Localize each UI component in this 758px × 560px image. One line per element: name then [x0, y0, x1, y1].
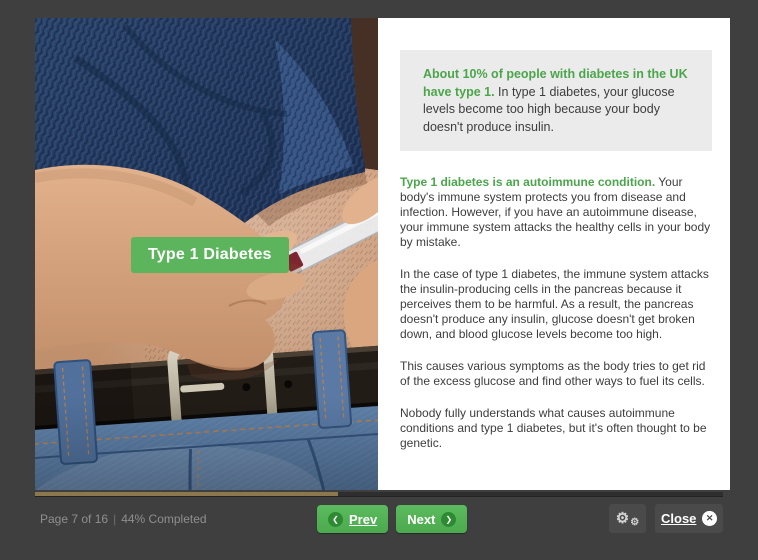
- chevron-right-circle-icon: ❯: [441, 512, 456, 527]
- paragraph-2: [400, 267, 712, 342]
- slide-photo-insulin-injection: [35, 18, 378, 490]
- close-button[interactable]: [655, 504, 723, 533]
- completion-text: 44% Completed: [121, 512, 207, 526]
- paragraph-1-lead: Type 1 diabetes is an autoimmune condition.: [400, 175, 656, 189]
- paragraph-4: [400, 406, 712, 451]
- intro-highlight-box: [400, 50, 712, 151]
- intro-lead-text: About 10% of people with diabetes in the UK have type 1.: [423, 67, 688, 99]
- paragraph-2-body: In the case of type 1 diabetes, the immune system attacks the insulin-producing cells in the pancreas because it perceives them to be harmful. As a result, the pancreas doesn't produce any insulin, glucose doesn't get broken down, and blood glucose levels become too high.: [400, 267, 709, 341]
- paragraph-3-body: This causes various symptoms as the body tries to get rid of the excess glucose and find other ways to fuel its cells.: [400, 359, 706, 388]
- intro-body-text: In type 1 diabetes, your glucose levels become too high because your body doesn't produce insulin.: [423, 84, 675, 134]
- page-status: [40, 512, 207, 526]
- gears-icon: ⚙: [615, 510, 630, 527]
- slide-card: [35, 18, 730, 490]
- paragraph-1-body: Your body's immune system protects you from disease and infection. However, if you have an autoimmune disease, your immune system attacks the healthy cells in your body by mistake.: [400, 175, 711, 249]
- course-progress-bar: [35, 492, 723, 497]
- circle-x-icon: ✕: [702, 511, 717, 526]
- close-button-label: Close: [661, 511, 697, 526]
- paragraph-3: [400, 359, 712, 389]
- status-separator: |: [113, 512, 117, 526]
- slide-navigation: [317, 505, 467, 533]
- paragraph-4-body: Nobody fully understands what causes autoimmune conditions and type 1 diabetes, but it's often thought to be genetic.: [400, 406, 707, 450]
- page-count-text: Page 7 of 16: [40, 512, 109, 526]
- settings-button[interactable]: [609, 504, 646, 533]
- prev-button[interactable]: [317, 505, 388, 533]
- next-button[interactable]: [396, 505, 467, 533]
- course-progress-fill: [35, 492, 338, 496]
- gear-small-icon: ⚙: [630, 517, 640, 528]
- photo-caption-label: Type 1 Diabetes: [131, 237, 289, 273]
- utility-buttons: [609, 504, 723, 533]
- lesson-text-panel: [378, 18, 730, 490]
- chevron-left-circle-icon: ❮: [328, 512, 343, 527]
- prev-button-label: Prev: [349, 511, 378, 527]
- paragraph-1: [400, 175, 712, 250]
- next-button-label: Next: [407, 511, 436, 527]
